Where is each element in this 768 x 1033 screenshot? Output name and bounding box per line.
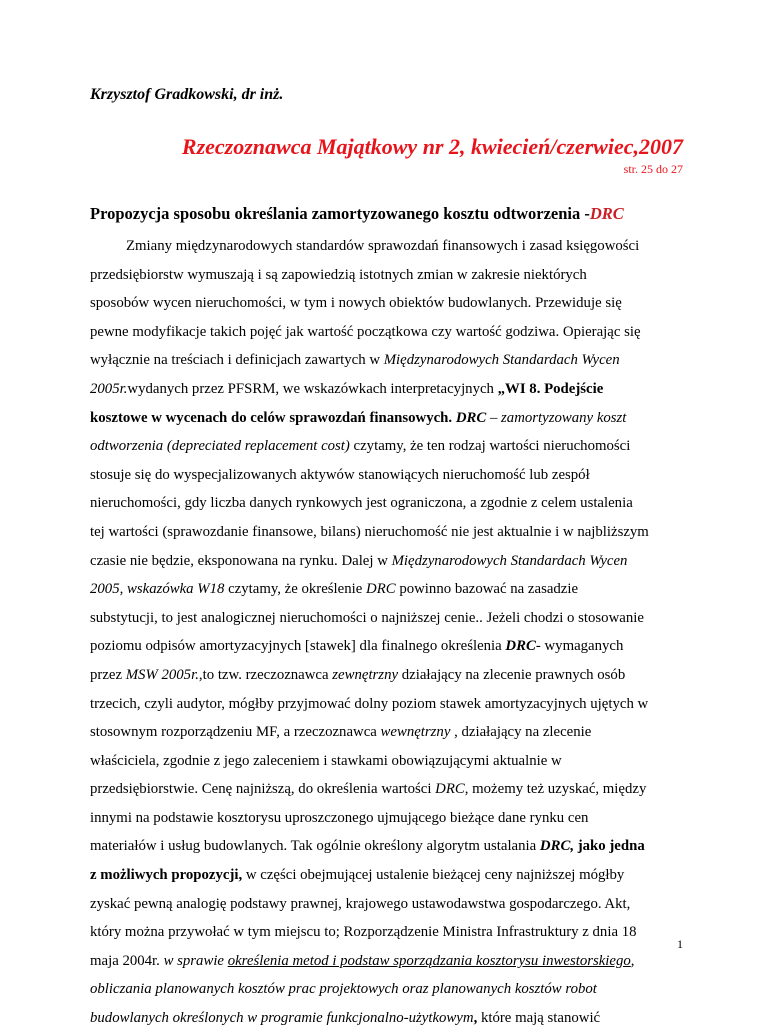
text-segment: sposobów wycen nieruchomości, w tym i nowych obiektów budowlanych. Przewiduje się xyxy=(90,295,622,312)
body-line xyxy=(90,404,686,433)
text-segment: trzecich, czyli audytor, mógłby przyjmować dolny poziom stawek amortyzacyjnych ujętych w xyxy=(90,695,649,712)
text-segment: DRC xyxy=(455,409,487,426)
text-segment: ,to tzw. rzeczoznawca xyxy=(198,666,333,683)
body-line xyxy=(90,289,686,318)
body-line xyxy=(90,375,686,404)
body-line xyxy=(90,575,686,604)
heading-main: Propozycja sposobu określania zamortyzowanego kosztu odtworzenia - xyxy=(90,204,590,223)
text-segment: 2005r. xyxy=(90,380,128,397)
body-line xyxy=(90,632,686,661)
text-segment: DRC, xyxy=(539,838,575,855)
body-line xyxy=(90,947,686,976)
text-segment: – zamortyzowany koszt xyxy=(486,409,627,426)
text-segment: przedsiębiorstwie. Cenę najniższą, do określenia wartości xyxy=(90,781,436,798)
text-segment: , xyxy=(630,952,635,969)
text-segment: w sprawie xyxy=(163,952,228,969)
text-segment: materiałów i usług budowlanych. Tak ogólnie określony algorytm ustalania xyxy=(90,838,540,855)
body-line xyxy=(90,461,686,490)
text-segment: maja 2004r. xyxy=(90,952,164,969)
body-line xyxy=(90,346,686,375)
text-segment: pewne modyfikacje takich pojęć jak wartość początkowa czy wartość godziwa. Opierając się xyxy=(90,323,641,340)
body-text xyxy=(90,232,686,1033)
body-line xyxy=(90,747,686,776)
text-segment: Międzynarodowych Standardach Wycen xyxy=(383,352,620,369)
text-segment: stosuje się do wyspecjalizowanych aktywów stanowiących nieruchomość lub zespół xyxy=(90,466,590,483)
text-segment: określenia metod i podstaw sporządzania kosztorysu inwestorskiego xyxy=(227,952,631,969)
article-heading xyxy=(90,204,624,224)
body-line xyxy=(90,604,686,633)
body-line xyxy=(90,975,686,1004)
text-segment: wydanych przez PFSRM, we wskazówkach interpretacyjnych xyxy=(127,380,498,397)
body-line xyxy=(90,718,686,747)
text-segment: z możliwych propozycji, xyxy=(90,867,243,884)
text-segment: czytamy, że ten rodzaj wartości nieruchomości xyxy=(349,438,631,455)
text-segment: zyskać pewną analogię podstawy prawnej, krajowego ustawodawstwa gospodarczego. Akt, xyxy=(90,895,631,912)
body-line xyxy=(90,318,686,347)
text-segment: Zmiany międzynarodowych standardów sprawozdań finansowych i zasad księgowości xyxy=(126,238,640,254)
text-segment: innymi na podstawie kosztorysu uproszczonego ujmującego bieżące dane rynku cen xyxy=(90,809,589,826)
text-segment: czasie nie będzie, eksponowana na rynku. Dalej w xyxy=(90,552,392,569)
page-number: 1 xyxy=(677,937,683,951)
text-segment: działający na zlecenie prawnych osób xyxy=(398,666,626,683)
text-segment: DRC xyxy=(366,581,396,598)
text-segment: przez xyxy=(90,666,126,683)
text-segment: „WI 8. Podejście xyxy=(497,380,604,397)
text-segment: powinno bazować na zasadzie xyxy=(395,581,579,598)
text-segment: , możemy też uzyskać, między xyxy=(464,781,647,798)
text-segment: , xyxy=(473,1010,478,1027)
body-line xyxy=(90,661,686,690)
text-segment: Międzynarodowych Standardach Wycen xyxy=(391,552,628,569)
text-segment: kosztowe w wycenach do celów sprawozdań finansowych. xyxy=(90,409,456,426)
text-segment: MSW 2005r. xyxy=(125,666,199,683)
text-segment: które mają stanowić xyxy=(477,1010,601,1027)
text-segment: - wymaganych xyxy=(535,638,624,655)
text-segment: zewnętrzny xyxy=(332,666,399,683)
text-segment: poziomu odpisów amortyzacyjnych [stawek] dla finalnego określenia xyxy=(90,638,506,655)
body-line xyxy=(90,890,686,919)
text-segment: odtworzenia (depreciated replacement cost) xyxy=(90,438,350,455)
text-segment: właściciela, zgodnie z jego zaleceniem i stawkami obowiązującymi aktualnie w xyxy=(90,752,562,769)
body-line xyxy=(90,232,686,261)
text-segment: substytucji, to jest analogicznej nieruchomości o najniższej cenie.. Jeżeli chodzi o stosowanie xyxy=(90,609,644,626)
text-segment: przedsiębiorstw wymuszają i są zapowiedzią istotnych zmian w zakresie niektórych xyxy=(90,266,587,283)
text-segment: jako jedna xyxy=(574,838,645,855)
body-line xyxy=(90,432,686,461)
body-line xyxy=(90,261,686,290)
text-segment: który można przywołać w tym miejscu to; Rozporządzenie Ministra Infrastruktury z dnia 18 xyxy=(90,924,637,941)
body-line xyxy=(90,547,686,576)
journal-title: Rzeczoznawca Majątkowy nr 2, kwiecień/czerwiec,2007 xyxy=(181,134,683,159)
text-segment: w części obejmującej ustalenie bieżącej ceny najniższej mógłby xyxy=(242,867,625,884)
text-segment: wewnętrzny xyxy=(380,724,451,741)
page-range: str. 25 do 27 xyxy=(623,162,683,176)
text-segment: stosownym rozporządzeniu MF, a rzeczoznawca xyxy=(90,724,381,741)
body-line xyxy=(90,1004,686,1033)
body-line xyxy=(90,690,686,719)
text-segment: czytamy, że określenie xyxy=(224,581,367,598)
text-segment: 2005, wskazówka W18 xyxy=(90,581,225,598)
body-line xyxy=(90,804,686,833)
text-segment: DRC xyxy=(435,781,465,798)
body-line xyxy=(90,489,686,518)
body-line xyxy=(90,918,686,947)
text-segment: nieruchomości, gdy liczba danych rynkowych jest ograniczona, a zgodnie z celem ustalenia xyxy=(90,495,633,512)
body-line xyxy=(90,518,686,547)
text-segment: tej wartości (sprawozdanie finansowe, bilans) nieruchomość nie jest aktualnie i w najbliższym xyxy=(90,523,649,540)
body-line xyxy=(90,775,686,804)
author-name: Krzysztof Gradkowski, dr inż. xyxy=(90,86,284,103)
body-line xyxy=(90,861,686,890)
text-segment: obliczania planowanych kosztów prac projektowych oraz planowanych kosztów robot xyxy=(90,981,597,998)
body-line xyxy=(90,832,686,861)
heading-acronym: DRC xyxy=(589,204,624,223)
text-segment: , działający na zlecenie xyxy=(450,724,592,741)
text-segment: DRC xyxy=(505,638,536,655)
text-segment: budowlanych określonych w programie funkcjonalno-użytkowym xyxy=(90,1010,474,1027)
text-segment: wyłącznie na treściach i definicjach zawartych w xyxy=(90,352,384,369)
